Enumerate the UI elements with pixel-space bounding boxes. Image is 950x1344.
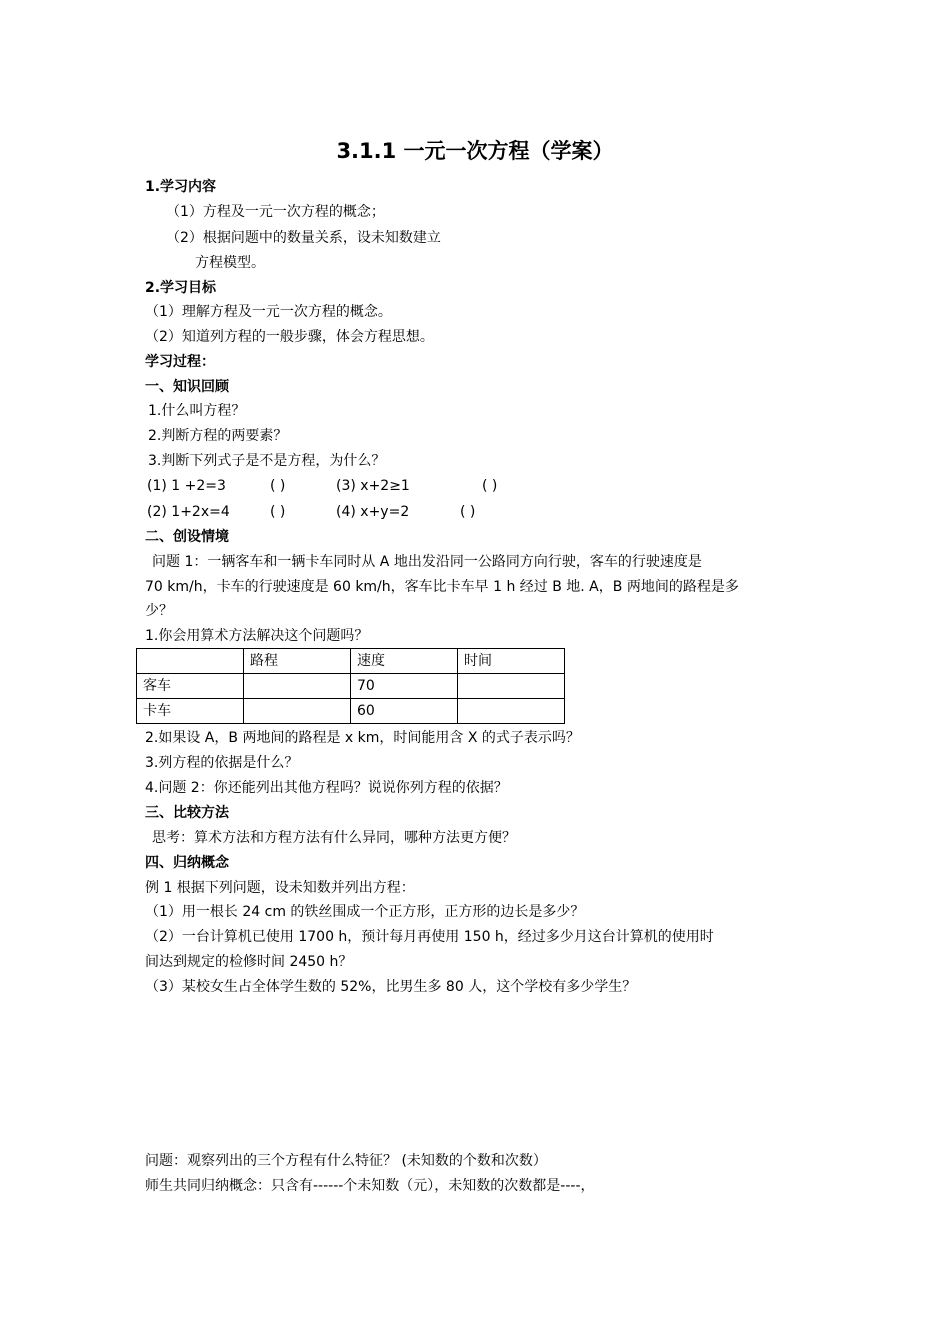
part1-heading: 一、知识回顾 — [145, 379, 229, 395]
part2-heading: 二、创设情境 — [145, 529, 229, 545]
goal-item-1: （1）理解方程及一元一次方程的概念。 — [145, 304, 392, 320]
review-question-3: 3.判断下列式子是不是方程，为什么？ — [148, 453, 386, 469]
observe-question: 问题：观察列出的三个方程有什么特征？ (未知数的个数和次数） — [145, 1153, 547, 1169]
table-row — [137, 674, 565, 699]
exercise-1-label: (1) 1 +2=3 — [147, 478, 226, 494]
example-item-1: （1）用一根长 24 cm 的铁丝围成一个正方形，正方形的边长是多少？ — [145, 904, 585, 920]
problem-1-line-2: 70 km/h，卡车的行驶速度是 60 km/h，客车比卡车早 1 h 经过 B 地. A，B 两地间的路程是多 — [145, 579, 739, 595]
exercise-2-label: (2) 1+2x=4 — [147, 504, 230, 520]
review-question-2: 2.判断方程的两要素？ — [148, 428, 288, 444]
part4-heading: 四、归纳概念 — [145, 855, 229, 871]
example-item-3: （3）某校女生占全体学生数的 52%，比男生多 80 人，这个学校有多少学生？ — [145, 979, 637, 995]
table-header-cell: 速度 — [351, 649, 458, 674]
situation-question-4: 4.问题 2：你还能列出其他方程吗？说说你列方程的依据？ — [145, 780, 508, 796]
situation-question-3: 3.列方程的依据是什么？ — [145, 755, 299, 771]
goal-item-2: （2）知道列方程的一般步骤，体会方程思想。 — [145, 329, 434, 345]
table-cell: 客车 — [137, 674, 244, 699]
page-title: 3.1.1 一元一次方程（学案） — [336, 139, 614, 163]
situation-question-1: 1.你会用算术方法解决这个问题吗？ — [145, 628, 369, 644]
table-cell — [244, 674, 351, 699]
exercise-3-label: (3) x+2≥1 — [336, 478, 410, 494]
exercise-4-label: (4) x+y=2 — [336, 504, 410, 520]
problem-1-line-3: 少？ — [145, 603, 173, 619]
table-header-cell — [137, 649, 244, 674]
exercise-3-blank: ( ) — [482, 478, 498, 494]
process-heading: 学习过程： — [145, 354, 215, 370]
content-item-2: （2）根据问题中的数量关系，设未知数建立 — [166, 230, 441, 246]
table-row — [137, 699, 565, 724]
review-question-1: 1.什么叫方程？ — [148, 403, 246, 419]
concept-summary: 师生共同归纳概念：只含有------个未知数（元），未知数的次数都是----， — [145, 1178, 595, 1194]
table-cell — [458, 674, 565, 699]
table-cell: 卡车 — [137, 699, 244, 724]
section-heading-content: 1.学习内容 — [145, 179, 217, 195]
exercise-1-blank: ( ) — [270, 478, 286, 494]
section-heading-goals: 2.学习目标 — [145, 280, 217, 296]
content-item-2-cont: 方程模型。 — [195, 255, 265, 271]
example-1: 例 1 根据下列问题，设未知数并列出方程： — [145, 880, 415, 896]
table-cell: 60 — [351, 699, 458, 724]
part3-heading: 三、比较方法 — [145, 805, 229, 821]
table-cell — [244, 699, 351, 724]
table-header-cell: 时间 — [458, 649, 565, 674]
table-cell: 70 — [351, 674, 458, 699]
table-header-cell: 路程 — [244, 649, 351, 674]
problem-1-line-1: 问题 1：一辆客车和一辆卡车同时从 A 地出发沿同一公路同方向行驶，客车的行驶速度是 — [152, 554, 702, 570]
example-item-2-cont: 间达到规定的检修时间 2450 h？ — [145, 954, 353, 970]
content-item-1: （1）方程及一元一次方程的概念； — [166, 204, 385, 220]
exercise-4-blank: ( ) — [460, 504, 476, 520]
situation-question-2: 2.如果设 A，B 两地间的路程是 x km，时间能用含 X 的式子表示吗？ — [145, 730, 580, 746]
exercise-2-blank: ( ) — [270, 504, 286, 520]
distance-speed-time-table — [136, 648, 565, 724]
table-header-row — [137, 649, 565, 674]
compare-think: 思考：算术方法和方程方法有什么异同，哪种方法更方便？ — [152, 830, 516, 846]
table-cell — [458, 699, 565, 724]
example-item-2: （2）一台计算机已使用 1700 h，预计每月再使用 150 h，经过多少月这台计算机的使用时 — [145, 929, 714, 945]
